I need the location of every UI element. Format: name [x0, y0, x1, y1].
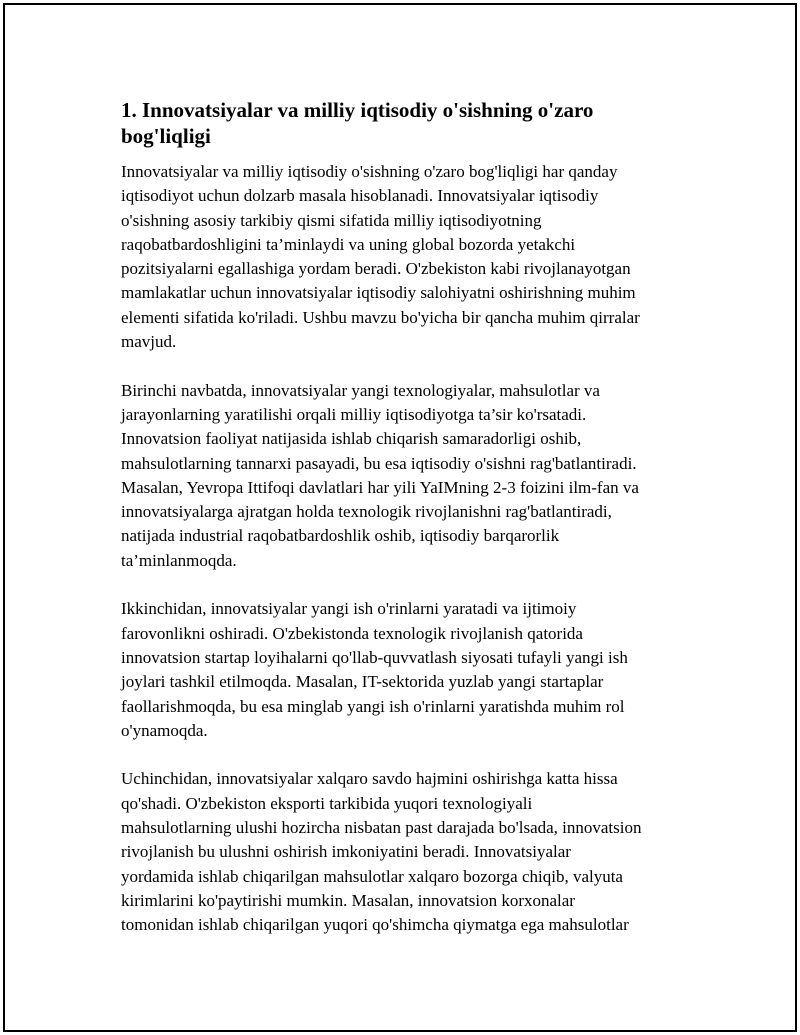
document-body	[121, 97, 701, 962]
paragraph-second: Ikkinchidan, innovatsiyalar yangi ish o'rinlarni yaratadi va ijtimoiy farovonlikni oshiradi. O'zbekistonda texnologik rivojlanish qatorida innovatsion startap loyihalarni qo'llab-quvvatlash siyosati tufayli yangi ish joylari tashkil etilmoqda. Masalan, IT-sektorida yuzlab yangi startaplar faollarishmoqda, bu esa minglab yangi ish o'rinlarni yaratishda muhim rol o'ynamoqda.	[121, 599, 628, 740]
paragraph-intro: Innovatsiyalar va milliy iqtisodiy o'sishning o'zaro bog'liqligi har qanday iqtisodiyot uchun dolzarb masala hisoblanadi. Innovatsiyalar iqtisodiy o'sishning asosiy tarkibiy qismi sifatida milliy iqtisodiyotning raqobatbardoshligini ta’minlaydi va uning global bozorda yetakchi pozitsiyalarni egallashiga yordam beradi. O'zbekiston kabi rivojlanayotgan mamlakatlar uchun innovatsiyalar iqtisodiy salohiyatni oshirishning muhim elementi sifatida ko'riladi. Ushbu mavzu bo'yicha bir qancha muhim qirralar mavjud.	[121, 162, 640, 352]
paragraph-third: Uchinchidan, innovatsiyalar xalqaro savdo hajmini oshirishga katta hissa qo'shadi. O'zbekiston eksporti tarkibida yuqori texnologiyali mahsulotlarning ulushi hozircha nisbatan past darajada bo'lsada, innovatsion rivojlanish bu ulushni oshirish imkoniyatini beradi. Innovatsiyalar yordamida ishlab chiqarilgan mahsulotlar xalqaro bozorga chiqib, valyuta kirimlarini ko'paytirishi mumkin. Masalan, innovatsion korxonalar tomonidan ishlab chiqarilgan yuqori qo'shimcha qiymatga ega mahsulotlar	[121, 769, 642, 935]
page-frame	[3, 3, 797, 1032]
paragraph-first: Birinchi navbatda, innovatsiyalar yangi texnologiyalar, mahsulotlar va jarayonlarning yaratilishi orqali milliy iqtisodiyotga ta’sir ko'rsatadi. Innovatsion faoliyat natijasida ishlab chiqarish samaradorligi oshib, mahsulotlarning tannarxi pasayadi, bu esa iqtisodiy o'sishni rag'batlantiradi. Masalan, Yevropa Ittifoqi davlatlari har yili YaIMning 2-3 foizini ilm-fan va innovatsiyalarga ajratgan holda texnologik rivojlanishni rag'batlantiradi, natijada industrial raqobatbardoshlik oshib, iqtisodiy barqarorlik ta’minlanmoqda.	[121, 380, 639, 570]
section-heading: 1. Innovatsiyalar va milliy iqtisodiy o'sishning o'zaro bog'liqligi	[121, 98, 594, 148]
